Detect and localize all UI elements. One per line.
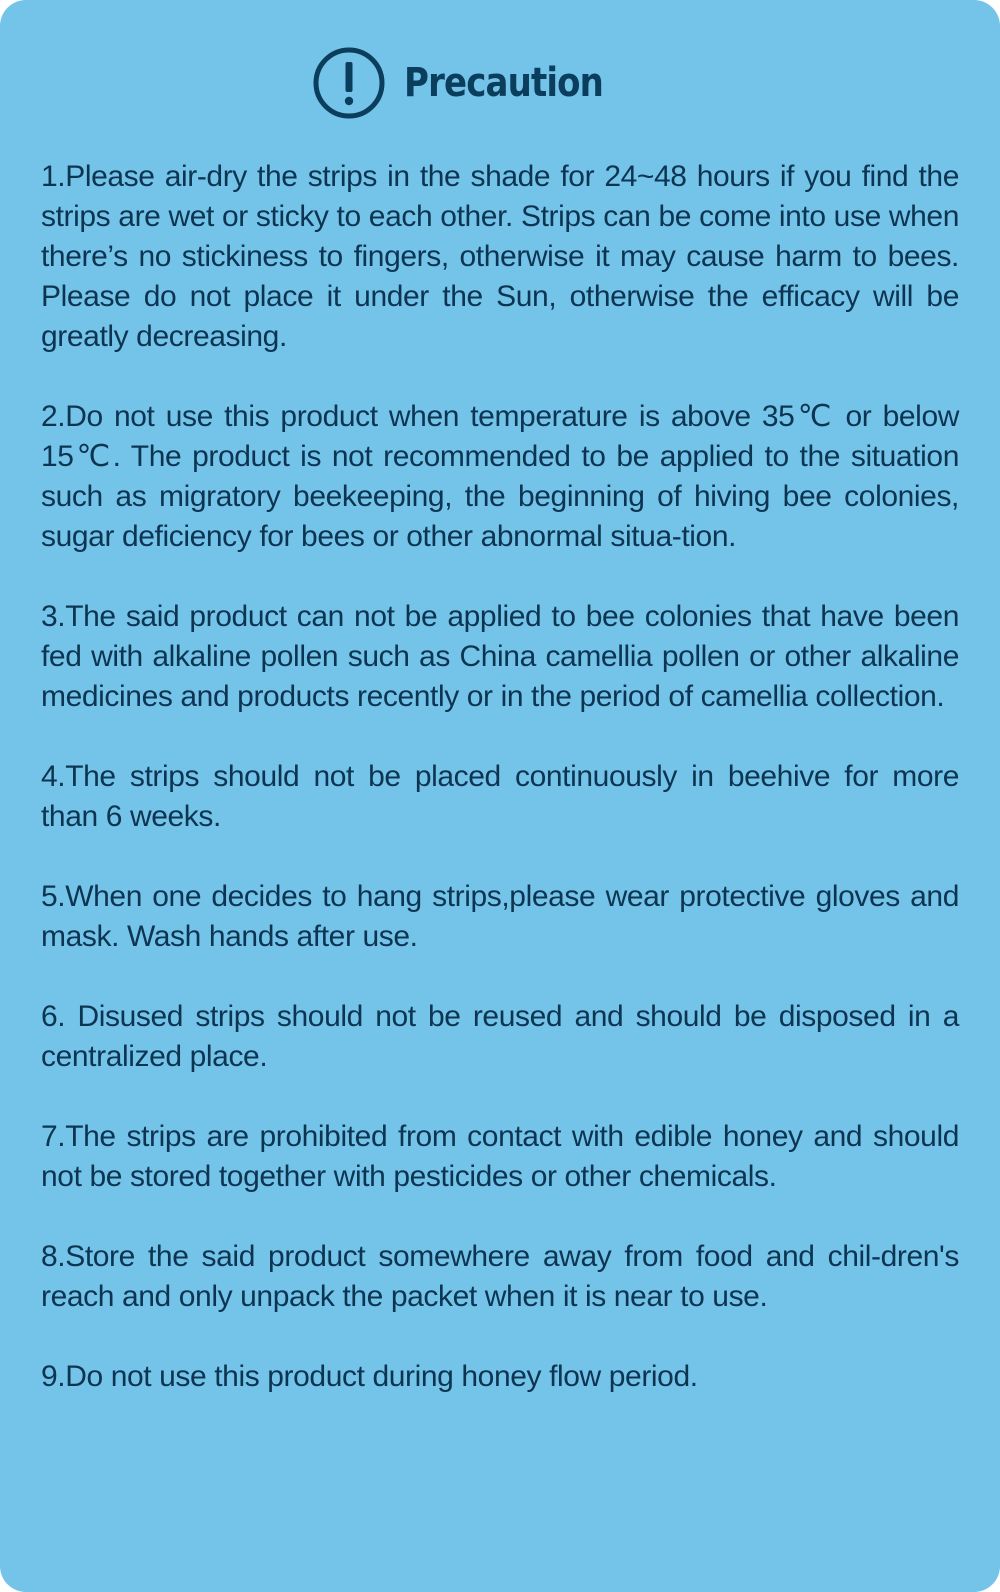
precaution-item-8: 8.Store the said product somewhere away from food and chil-dren's reach and only unpack the packet when it is near to use. (41, 1240, 959, 1313)
precaution-item-6: 6. Disused strips should not be reused and should be disposed in a centralized place. (41, 1000, 959, 1073)
precaution-item-4: 4.The strips should not be placed continuously in beehive for more than 6 weeks. (41, 760, 959, 833)
precaution-item-3: 3.The said product can not be applied to bee colonies that have been fed with alkaline pollen such as China camellia pollen or other alkaline medicines and products recently or in the period of camellia collection. (41, 600, 959, 713)
exclamation-circle-icon (312, 46, 386, 120)
precaution-item-5: 5.When one decides to hang strips,please wear protective gloves and mask. Wash hands after use. (41, 880, 959, 953)
precaution-item-1: 1.Please air-dry the strips in the shade for 24~48 hours if you find the strips are wet or sticky to each other. Strips can be come into use when there’s no stickiness to fingers, otherwise it may cause harm to bees. Please do not place it under the Sun, otherwise the efficacy will be greatly decreasing. (41, 160, 959, 353)
page-title: Precaution (403, 60, 603, 106)
precaution-header (0, 46, 1000, 120)
precaution-item-9: 9.Do not use this product during honey flow period. (41, 1360, 698, 1393)
precaution-item-2: 2.Do not use this product when temperature is above 35℃ or below 15℃. The product is not recommended to be applied to the situation such as migratory beekeeping, the beginning of hiving bee colonies, sugar deficiency for bees or other abnormal situa-tion. (41, 400, 959, 553)
precaution-list (41, 157, 959, 1437)
precaution-item-7: 7.The strips are prohibited from contact with edible honey and should not be stored together with pesticides or other chemicals. (41, 1120, 959, 1193)
